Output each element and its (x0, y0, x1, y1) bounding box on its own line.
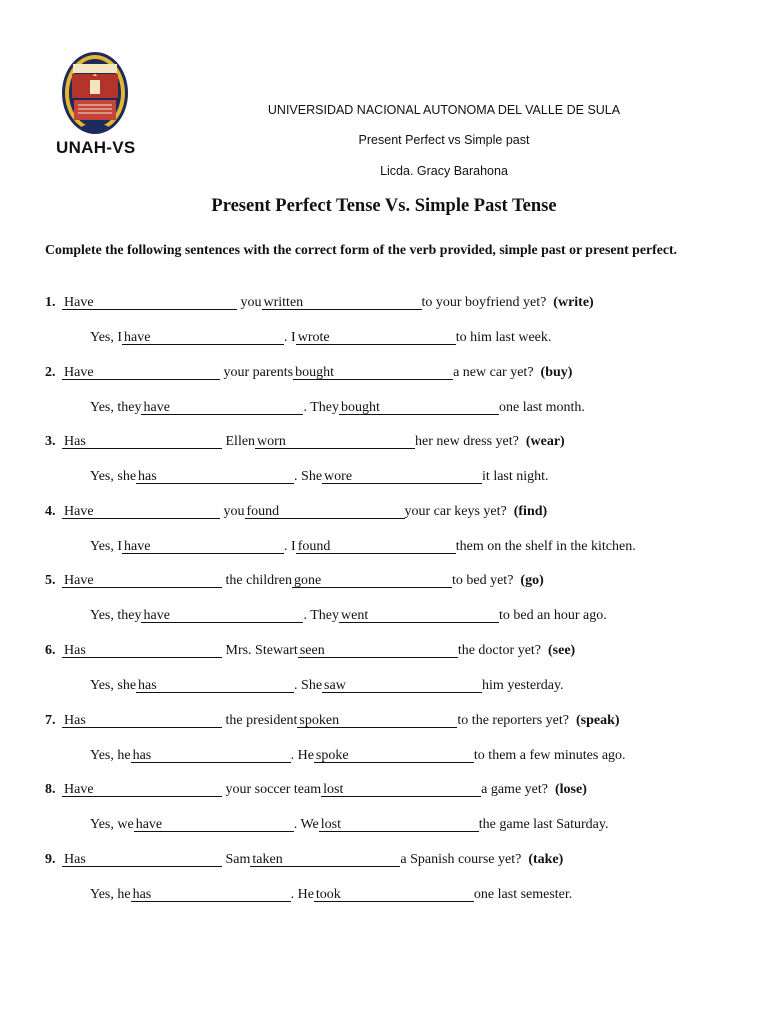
participle-answer-blank[interactable]: gone (292, 573, 452, 588)
question-subject: Mrs. Stewart (225, 643, 298, 658)
question-line (45, 642, 575, 660)
answer-prefix: Yes, I (90, 330, 123, 345)
participle-answer-blank[interactable]: seen (298, 643, 458, 658)
aux-answer-blank[interactable]: Have (62, 365, 220, 380)
question-line (45, 712, 620, 730)
university-name: UNIVERSIDAD NACIONAL AUTONOMA DEL VALLE DE SULA (267, 103, 621, 117)
aux-answer-blank[interactable]: has (131, 887, 291, 902)
answer-ending: them on the shelf in the kitchen. (455, 538, 636, 554)
question-subject: the children (225, 573, 292, 589)
question-ending: to your boyfriend yet? (421, 295, 547, 310)
answer-prefix: Yes, he (90, 886, 131, 902)
subject-line: Present Perfect vs Simple past (358, 133, 530, 147)
aux-answer-blank[interactable]: Has (62, 852, 222, 867)
past-answer-blank[interactable]: bought (339, 400, 499, 415)
aux-answer-blank[interactable]: Have (62, 295, 237, 310)
logo-text: UNAH-VS (56, 138, 136, 157)
answer-prefix: Yes, they (90, 399, 142, 415)
page-title: Present Perfect Tense Vs. Simple Past Tense (211, 196, 557, 216)
question-number: 3. (45, 434, 56, 450)
question-number: 6. (45, 643, 56, 658)
answer-line (90, 329, 551, 347)
question-ending: your car keys yet? (404, 503, 507, 519)
answer-subject: . I (284, 538, 296, 554)
answer-subject: . He (290, 747, 314, 763)
answer-ending: to them a few minutes ago. (473, 747, 626, 763)
teacher-name: Licda. Gracy Barahona (380, 164, 508, 178)
verb-hint: (take) (528, 851, 564, 867)
past-answer-blank[interactable]: spoke (314, 748, 474, 763)
verb-hint: (buy) (540, 364, 573, 380)
verb-hint: (see) (548, 643, 576, 658)
question-subject: the president (225, 712, 298, 728)
question-subject: Sam (225, 851, 251, 867)
aux-answer-blank[interactable]: Have (62, 504, 220, 519)
answer-ending: him yesterday. (482, 678, 564, 693)
university-seal-icon (60, 50, 130, 136)
aux-answer-blank[interactable]: have (141, 400, 303, 415)
question-number: 7. (45, 712, 56, 728)
question-ending: her new dress yet? (415, 434, 519, 450)
question-ending: a new car yet? (453, 364, 534, 380)
question-ending: a Spanish course yet? (400, 851, 522, 867)
verb-hint: (go) (520, 573, 544, 589)
answer-subject: . They (303, 608, 339, 624)
aux-answer-blank[interactable]: have (122, 330, 284, 345)
answer-subject: . She (294, 469, 323, 485)
aux-answer-blank[interactable]: Have (62, 782, 222, 797)
question-line (45, 503, 547, 521)
answer-ending: it last night. (482, 469, 549, 485)
question-number: 4. (45, 503, 56, 519)
question-number: 2. (45, 364, 56, 380)
answer-line (90, 677, 564, 695)
aux-answer-blank[interactable]: Has (62, 643, 222, 658)
question-number: 9. (45, 851, 56, 867)
aux-answer-blank[interactable]: has (136, 678, 294, 693)
question-ending: a game yet? (481, 782, 548, 798)
answer-ending: the game last Saturday. (478, 817, 609, 833)
past-answer-blank[interactable]: wrote (296, 330, 456, 345)
answer-ending: to him last week. (455, 330, 552, 345)
answer-subject: . He (290, 886, 314, 902)
answer-prefix: Yes, she (90, 678, 137, 693)
question-line (45, 364, 572, 382)
answer-line (90, 607, 607, 625)
participle-answer-blank[interactable]: taken (250, 852, 400, 867)
participle-answer-blank[interactable]: found (245, 504, 405, 519)
question-line (45, 433, 565, 451)
aux-answer-blank[interactable]: have (134, 817, 294, 832)
question-subject: your parents (223, 364, 294, 380)
answer-line (90, 747, 626, 765)
participle-answer-blank[interactable]: spoken (297, 713, 457, 728)
question-ending: the doctor yet? (457, 643, 542, 658)
answer-line (90, 538, 636, 556)
past-answer-blank[interactable]: saw (322, 678, 482, 693)
question-line (45, 851, 563, 869)
question-subject: you (240, 295, 262, 310)
past-answer-blank[interactable]: lost (319, 817, 479, 832)
verb-hint: (find) (513, 503, 548, 519)
aux-answer-blank[interactable]: Have (62, 573, 222, 588)
past-answer-blank[interactable]: went (339, 608, 499, 623)
participle-answer-blank[interactable]: bought (293, 365, 453, 380)
question-number: 8. (45, 782, 56, 798)
verb-hint: (speak) (575, 712, 620, 728)
aux-answer-blank[interactable]: Has (62, 434, 222, 449)
answer-prefix: Yes, she (90, 469, 137, 485)
question-subject: you (223, 503, 245, 519)
question-subject: your soccer team (225, 782, 322, 798)
question-ending: to bed yet? (451, 573, 514, 589)
answer-subject: . They (303, 399, 339, 415)
question-line (45, 572, 544, 590)
answer-prefix: Yes, they (90, 608, 142, 624)
question-number: 5. (45, 573, 56, 589)
past-answer-blank[interactable]: wore (322, 469, 482, 484)
participle-answer-blank[interactable]: worn (255, 434, 415, 449)
answer-line (90, 816, 608, 834)
participle-answer-blank[interactable]: lost (321, 782, 481, 797)
answer-prefix: Yes, I (90, 538, 123, 554)
answer-line (90, 399, 585, 417)
question-ending: to the reporters yet? (457, 712, 569, 728)
answer-line (90, 886, 572, 904)
answer-prefix: Yes, he (90, 747, 131, 763)
aux-answer-blank[interactable]: has (136, 469, 294, 484)
aux-answer-blank[interactable]: has (131, 748, 291, 763)
answer-ending: to bed an hour ago. (499, 608, 607, 624)
verb-hint: (write) (553, 295, 594, 310)
past-answer-blank[interactable]: found (296, 539, 456, 554)
answer-subject: . We (293, 817, 319, 833)
answer-prefix: Yes, we (90, 817, 134, 833)
aux-answer-blank[interactable]: have (141, 608, 303, 623)
question-subject: Ellen (225, 434, 256, 450)
answer-subject: . She (294, 678, 323, 693)
question-number: 1. (45, 295, 56, 310)
answer-line (90, 468, 549, 486)
aux-answer-blank[interactable]: Has (62, 713, 222, 728)
aux-answer-blank[interactable]: have (122, 539, 284, 554)
past-answer-blank[interactable]: took (314, 887, 474, 902)
question-line (45, 781, 587, 799)
verb-hint: (lose) (554, 782, 587, 798)
answer-subject: . I (284, 330, 296, 345)
instructions: Complete the following sentences with the correct form of the verb provided, simple past or present perfect. (45, 242, 677, 257)
verb-hint: (wear) (525, 434, 565, 450)
question-line (45, 294, 594, 312)
participle-answer-blank[interactable]: written (262, 295, 422, 310)
answer-ending: one last month. (499, 399, 585, 415)
answer-ending: one last semester. (473, 886, 573, 902)
